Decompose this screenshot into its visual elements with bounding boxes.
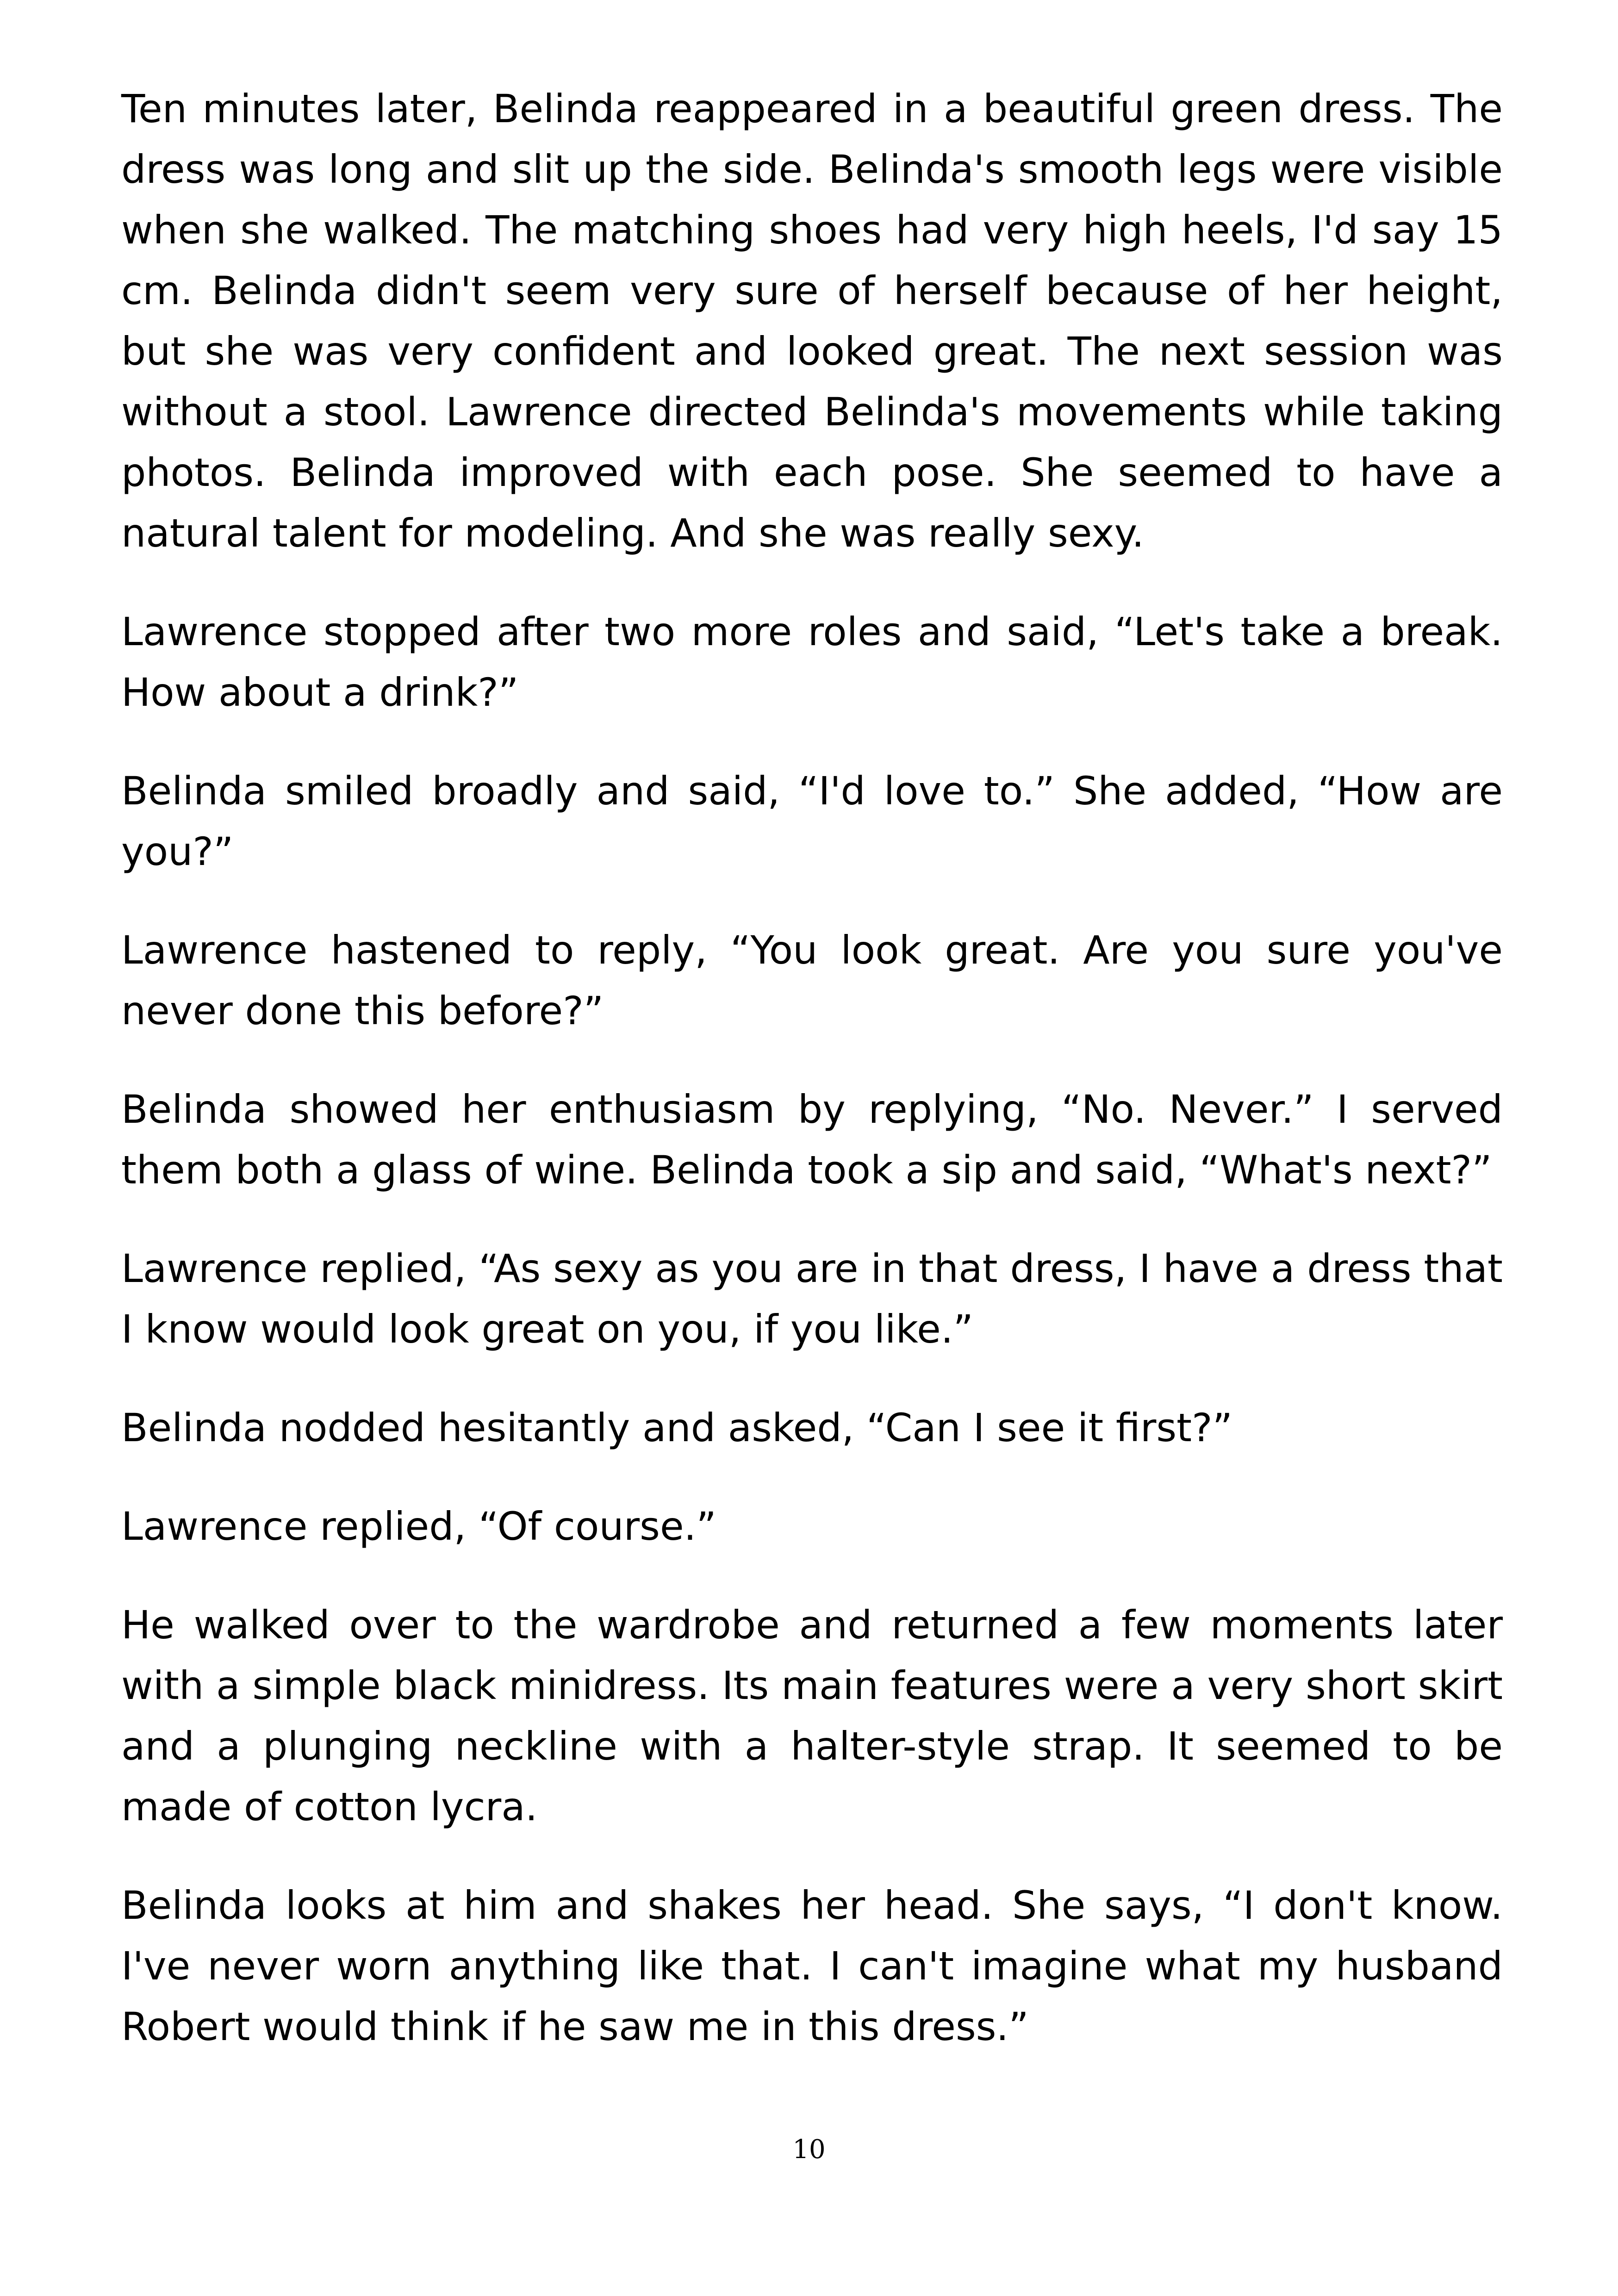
paragraph-10: Belinda looks at him and shakes her head. She says, “I don't know. I've never worn anything like that. I can't imagine what my husband Robert would think if he saw me in this dress.”	[121, 1883, 1503, 2049]
paragraph-9: He walked over to the wardrobe and returned a few moments later with a simple black minidress. Its main features were a very short skirt and a plunging neckline with a halter-style strap. It seemed to be made of cotton lycra.	[121, 1602, 1503, 1829]
paragraph-7: Belinda nodded hesitantly and asked, “Can I see it first?”	[121, 1405, 1233, 1450]
body-text	[121, 79, 1503, 2095]
paragraph-2: Lawrence stopped after two more roles and said, “Let's take a break. How about a drink?”	[121, 609, 1503, 715]
paragraph-1: Ten minutes later, Belinda reappeared in a beautiful green dress. The dress was long and slit up the side. Belinda's smooth legs were visible when she walked. The matching shoes had very high heels, I'd say 15 cm. Belinda didn't seem very sure of herself because of her height, but she was very confident and looked great. The next session was without a stool. Lawrence directed Belinda's movements while taking photos. Belinda improved with each pose. She seemed to have a natural talent for modeling. And she was really sexy.	[121, 86, 1503, 556]
page-number: 10	[792, 2134, 826, 2165]
paragraph-4: Lawrence hastened to reply, “You look great. Are you sure you've never done this before?”	[121, 927, 1503, 1033]
paragraph-6: Lawrence replied, “As sexy as you are in that dress, I have a dress that I know would look great on you, if you like.”	[121, 1246, 1503, 1352]
paragraph-5: Belinda showed her enthusiasm by replying, “No. Never.” I served them both a glass of wine. Belinda took a sip and said, “What's next?”	[121, 1087, 1503, 1193]
paragraph-3: Belinda smiled broadly and said, “I'd love to.” She added, “How are you?”	[121, 768, 1503, 874]
paragraph-8: Lawrence replied, “Of course.”	[121, 1504, 716, 1549]
